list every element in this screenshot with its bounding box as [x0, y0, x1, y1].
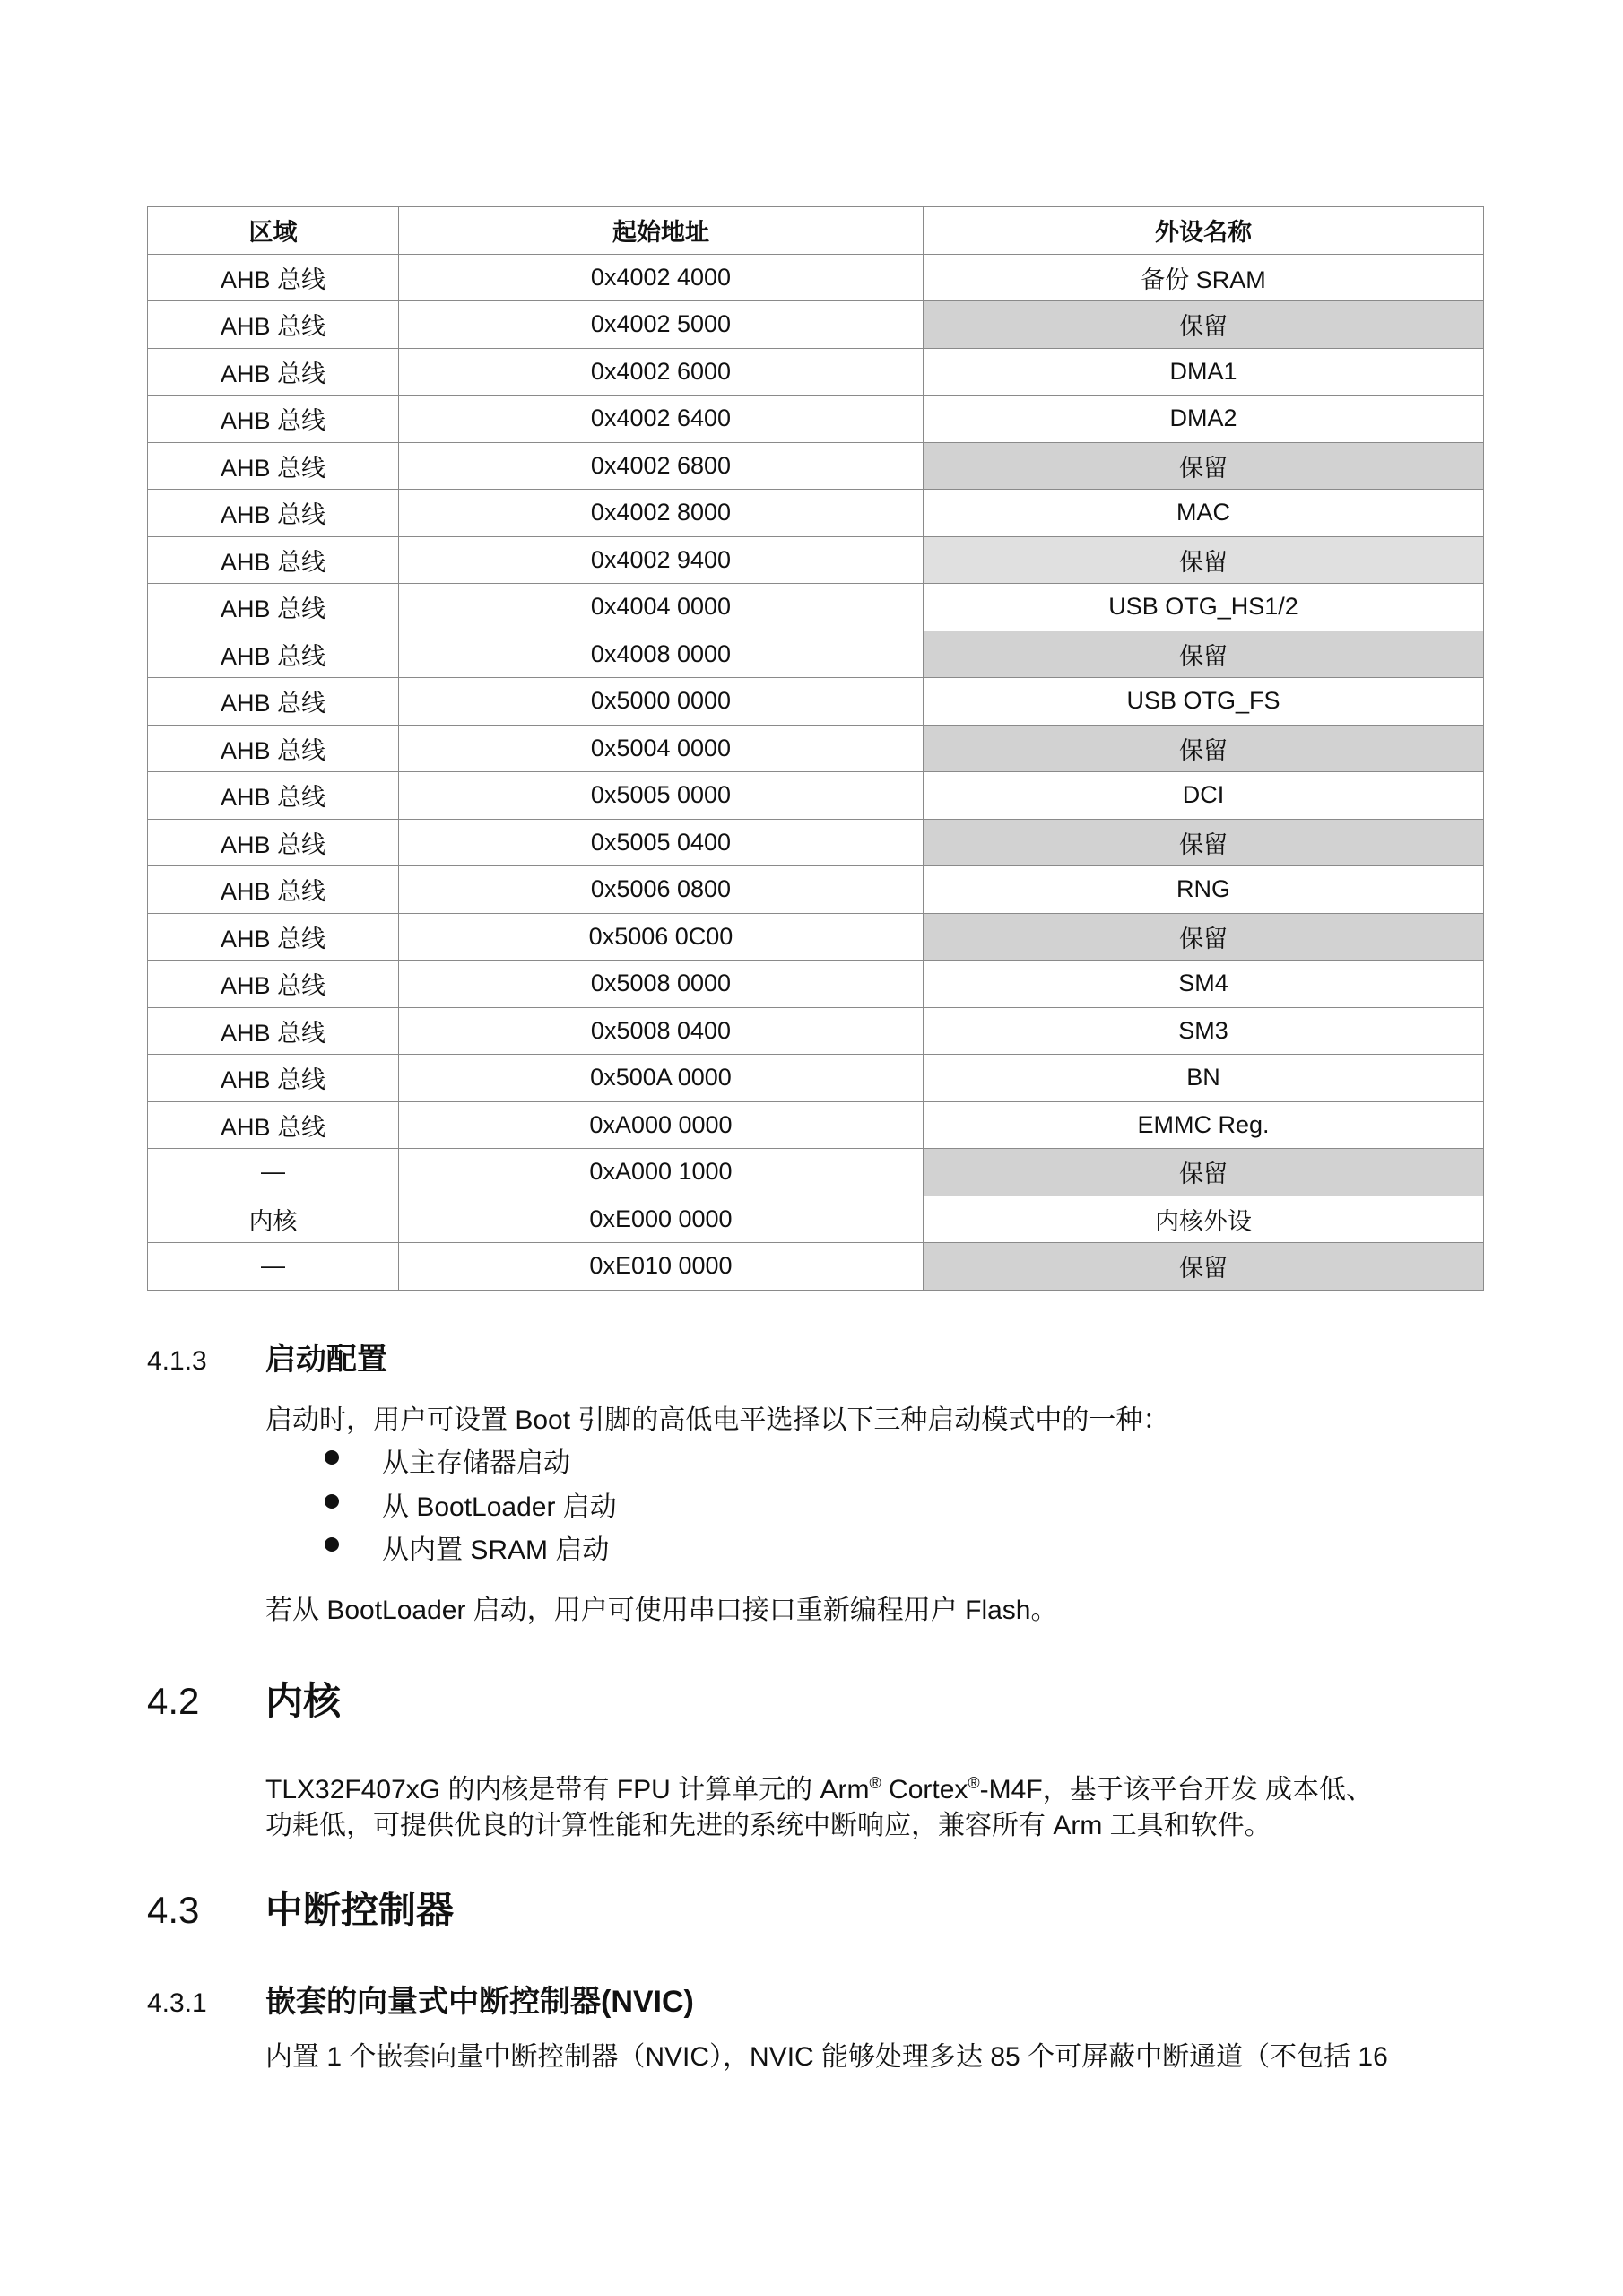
table-row — [148, 725, 1484, 772]
region-cell: AHB 总线 — [148, 584, 399, 631]
region-cell: AHB 总线 — [148, 1055, 399, 1102]
start-address-cell: 0x4002 9400 — [399, 536, 924, 584]
region-cell: AHB 总线 — [148, 442, 399, 490]
peripheral-name-cell: DMA1 — [924, 348, 1484, 396]
table-row — [148, 1243, 1484, 1291]
peripheral-name-cell: USB OTG_HS1/2 — [924, 584, 1484, 631]
peripheral-name-cell: 备份 SRAM — [924, 254, 1484, 301]
region-cell: AHB 总线 — [148, 396, 399, 443]
region-cell: AHB 总线 — [148, 866, 399, 914]
boot-mode-item: 从主存储器启动 — [382, 1448, 570, 1478]
section-number: 4.1.3 — [147, 1346, 207, 1376]
table-row — [148, 866, 1484, 914]
start-address-cell: 0x4002 6000 — [399, 348, 924, 396]
peripheral-name-cell: 保留 — [924, 725, 1484, 772]
table-header-row — [148, 207, 1484, 255]
table-row — [148, 254, 1484, 301]
peripheral-name-cell: 保留 — [924, 913, 1484, 961]
section-title: 中断控制器 — [265, 1889, 455, 1931]
start-address-cell: 0x5006 0C00 — [399, 913, 924, 961]
bullet-dot — [325, 1494, 339, 1509]
table-row — [148, 631, 1484, 678]
peripheral-name-cell: 保留 — [924, 631, 1484, 678]
peripheral-name-cell: BN — [924, 1055, 1484, 1102]
region-cell: — — [148, 1149, 399, 1196]
boot-mode-item: 从内置 SRAM 启动 — [382, 1535, 610, 1565]
section-number: 4.2 — [147, 1680, 200, 1722]
registered-mark: ® — [968, 1774, 980, 1792]
table-row — [148, 536, 1484, 584]
table-row — [148, 1101, 1484, 1149]
start-address-cell: 0xE000 0000 — [399, 1196, 924, 1243]
table-row — [148, 490, 1484, 537]
table-row — [148, 1196, 1484, 1243]
peripheral-name-cell: RNG — [924, 866, 1484, 914]
region-cell: 内核 — [148, 1196, 399, 1243]
start-address-cell: 0xA000 1000 — [399, 1149, 924, 1196]
region-cell: AHB 总线 — [148, 631, 399, 678]
bullet-dot — [325, 1450, 339, 1465]
start-address-cell: 0x4002 5000 — [399, 301, 924, 349]
core-text: Cortex — [881, 1775, 968, 1805]
table-row — [148, 1055, 1484, 1102]
region-cell: AHB 总线 — [148, 819, 399, 866]
header-start-address: 起始地址 — [399, 207, 924, 255]
start-address-cell: 0xA000 0000 — [399, 1101, 924, 1149]
section-4-1-3-heading — [147, 1335, 387, 1378]
start-address-cell: 0x4008 0000 — [399, 631, 924, 678]
section-title: 嵌套的向量式中断控制器(NVIC) — [265, 1985, 694, 2019]
table-row — [148, 678, 1484, 726]
nvic-paragraph: 内置 1 个嵌套向量中断控制器（NVIC），NVIC 能够处理多达 85 个可屏蔽中断通道（不包括 16 — [265, 2042, 1388, 2072]
table-row — [148, 819, 1484, 866]
core-text: TLX32F407xG 的内核是带有 FPU 计算单元的 Arm — [265, 1775, 870, 1805]
peripheral-name-cell: 保留 — [924, 1149, 1484, 1196]
region-cell: AHB 总线 — [148, 913, 399, 961]
section-number: 4.3.1 — [147, 1988, 207, 2018]
core-paragraph-line-2: 功耗低，可提供优良的计算性能和先进的系统中断响应，兼容所有 Arm 工具和软件。 — [265, 1811, 1271, 1840]
start-address-cell: 0x500A 0000 — [399, 1055, 924, 1102]
peripheral-name-cell: 保留 — [924, 442, 1484, 490]
peripheral-name-cell: DCI — [924, 772, 1484, 820]
start-address-cell: 0x4002 6400 — [399, 396, 924, 443]
start-address-cell: 0x4002 6800 — [399, 442, 924, 490]
region-cell: AHB 总线 — [148, 961, 399, 1008]
table-row — [148, 442, 1484, 490]
region-cell: — — [148, 1243, 399, 1291]
start-address-cell: 0x5006 0800 — [399, 866, 924, 914]
section-4-3-heading — [147, 1881, 454, 1935]
boot-mode-item: 从 BootLoader 启动 — [382, 1492, 617, 1522]
start-address-cell: 0x4004 0000 — [399, 584, 924, 631]
bullet-dot — [325, 1537, 339, 1552]
table-row — [148, 1007, 1484, 1055]
region-cell: AHB 总线 — [148, 490, 399, 537]
table-row — [148, 348, 1484, 396]
peripheral-name-cell: MAC — [924, 490, 1484, 537]
peripheral-name-cell: EMMC Reg. — [924, 1101, 1484, 1149]
region-cell: AHB 总线 — [148, 536, 399, 584]
section-4-2-heading — [147, 1672, 341, 1726]
section-title: 启动配置 — [265, 1343, 387, 1377]
bootloader-note-paragraph: 若从 BootLoader 启动，用户可使用串口接口重新编程用户 Flash。 — [265, 1596, 1058, 1625]
region-cell: AHB 总线 — [148, 725, 399, 772]
section-number: 4.3 — [147, 1889, 200, 1931]
start-address-cell: 0x4002 4000 — [399, 254, 924, 301]
peripheral-name-cell: 内核外设 — [924, 1196, 1484, 1243]
start-address-cell: 0x4002 8000 — [399, 490, 924, 537]
table-row — [148, 913, 1484, 961]
peripheral-name-cell: 保留 — [924, 1243, 1484, 1291]
peripheral-name-cell: USB OTG_FS — [924, 678, 1484, 726]
start-address-cell: 0x5004 0000 — [399, 725, 924, 772]
table-row — [148, 961, 1484, 1008]
start-address-cell: 0x5005 0400 — [399, 819, 924, 866]
region-cell: AHB 总线 — [148, 678, 399, 726]
registered-mark: ® — [869, 1774, 881, 1792]
peripheral-name-cell: 保留 — [924, 819, 1484, 866]
section-title: 内核 — [265, 1680, 342, 1722]
region-cell: AHB 总线 — [148, 348, 399, 396]
table-row — [148, 301, 1484, 349]
start-address-cell: 0x5000 0000 — [399, 678, 924, 726]
start-address-cell: 0x5005 0000 — [399, 772, 924, 820]
table-row — [148, 396, 1484, 443]
region-cell: AHB 总线 — [148, 1101, 399, 1149]
header-region: 区域 — [148, 207, 399, 255]
core-text: -M4F，基于该平台开发 成本低、 — [979, 1775, 1373, 1805]
start-address-cell: 0x5008 0000 — [399, 961, 924, 1008]
region-cell: AHB 总线 — [148, 772, 399, 820]
section-4-3-1-heading — [147, 1977, 694, 2021]
peripheral-name-cell: SM3 — [924, 1007, 1484, 1055]
memory-map-body — [148, 254, 1484, 1290]
peripheral-name-cell: SM4 — [924, 961, 1484, 1008]
memory-map-table — [147, 206, 1484, 1291]
boot-intro-paragraph: 启动时，用户可设置 Boot 引脚的高低电平选择以下三种启动模式中的一种： — [265, 1405, 1170, 1435]
peripheral-name-cell: DMA2 — [924, 396, 1484, 443]
header-peripheral-name: 外设名称 — [924, 207, 1484, 255]
peripheral-name-cell: 保留 — [924, 301, 1484, 349]
table-row — [148, 584, 1484, 631]
region-cell: AHB 总线 — [148, 301, 399, 349]
peripheral-name-cell: 保留 — [924, 536, 1484, 584]
table-row — [148, 772, 1484, 820]
region-cell: AHB 总线 — [148, 1007, 399, 1055]
region-cell: AHB 总线 — [148, 254, 399, 301]
table-row — [148, 1149, 1484, 1196]
start-address-cell: 0x5008 0400 — [399, 1007, 924, 1055]
start-address-cell: 0xE010 0000 — [399, 1243, 924, 1291]
